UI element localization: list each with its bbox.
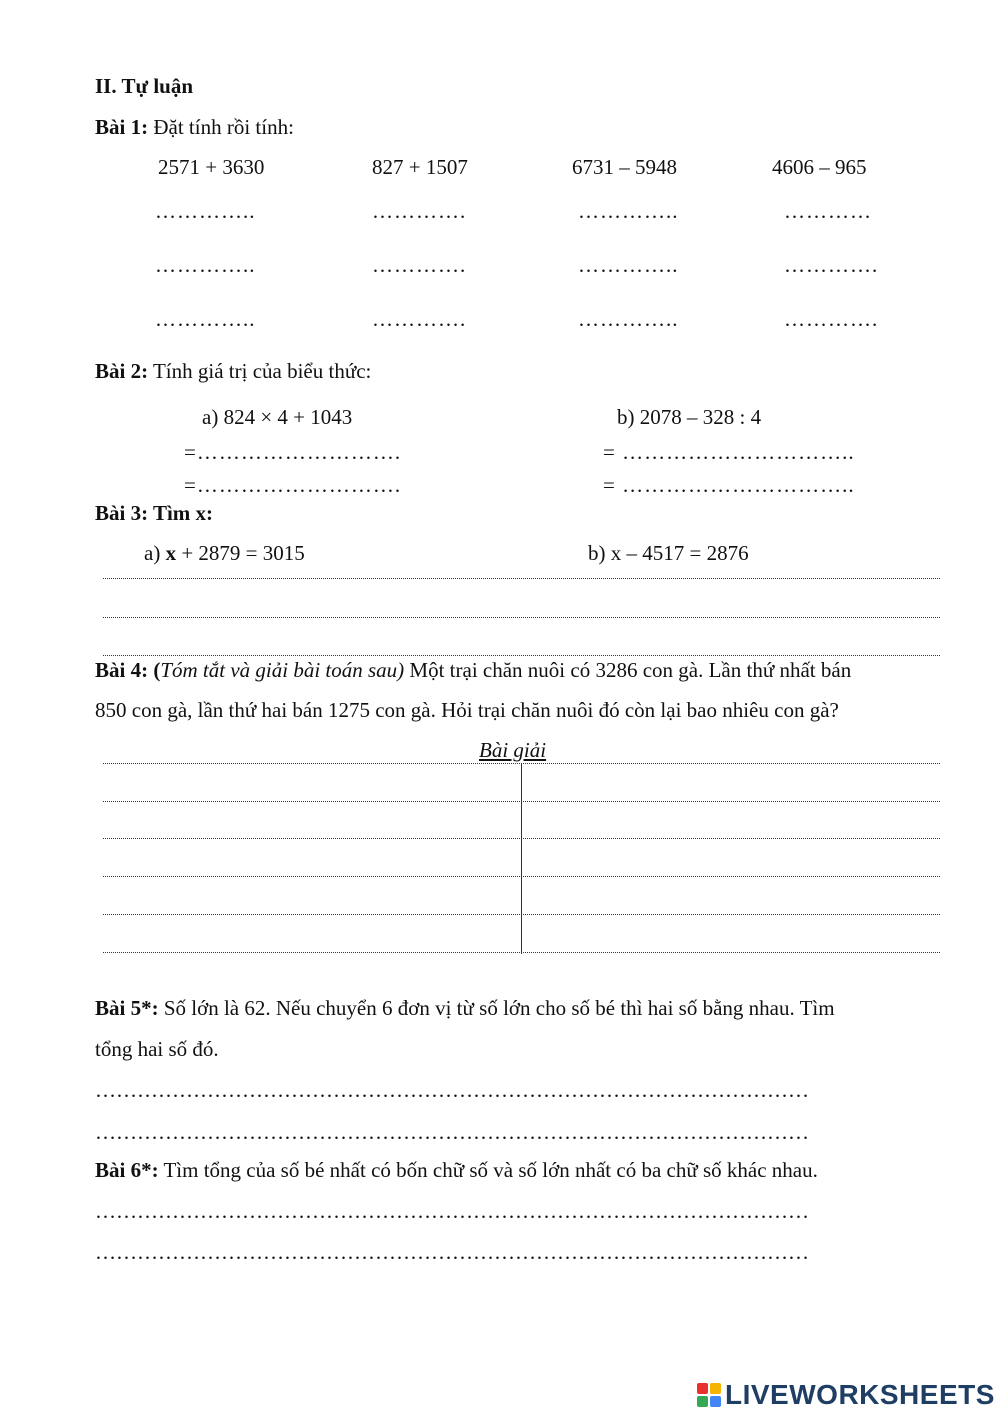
exercise-1-problem: 2571 + 3630	[158, 155, 265, 179]
exercise-1-problem: 4606 – 965	[772, 155, 867, 179]
exercise-1-prompt	[95, 115, 294, 140]
exercise-6-label: Bài 6*:	[95, 1158, 159, 1182]
answer-blank[interactable]: …………………………………………………………………………………………	[95, 1240, 809, 1264]
answer-blank[interactable]: = …………………………..	[603, 473, 855, 497]
exercise-3b-equation: b) x – 4517 = 2876	[588, 541, 749, 565]
logo-square	[710, 1396, 721, 1407]
exercise-1-text: Đặt tính rồi tính:	[148, 115, 294, 139]
exercise-1-label: Bài 1:	[95, 115, 149, 139]
answer-blank[interactable]: …………..	[155, 307, 256, 331]
answer-blank[interactable]: …………..	[578, 307, 679, 331]
exercise-3a-rest: + 2879 = 3015	[176, 541, 305, 565]
logo-square	[710, 1383, 721, 1394]
answer-line[interactable]	[103, 655, 940, 656]
answer-line[interactable]	[103, 617, 940, 618]
exercise-4-text-line2: 850 con gà, lần thứ hai bán 1275 con gà. Hỏi trại chăn nuôi đó còn lại bao nhiêu con gà?	[95, 698, 839, 722]
exercise-3a-variable: x	[165, 541, 177, 565]
liveworksheets-logo	[697, 1378, 995, 1412]
answer-blank[interactable]: ………….	[372, 199, 467, 223]
logo-square	[697, 1383, 708, 1394]
exercise-5-text-line2: tổng hai số đó.	[95, 1037, 219, 1061]
exercise-3a-equation	[144, 541, 305, 566]
liveworksheets-logo-icon	[697, 1383, 721, 1407]
exercise-2b-expression: b) 2078 – 328 : 4	[617, 405, 762, 429]
exercise-5-prompt	[95, 996, 835, 1021]
exercise-2-prompt	[95, 359, 371, 384]
liveworksheets-wordmark: LIVEWORKSHEETS	[725, 1379, 995, 1410]
answer-blank[interactable]: …………..	[578, 199, 679, 223]
summary-divider	[521, 764, 522, 954]
answer-blank[interactable]: …………..	[155, 199, 256, 223]
answer-blank[interactable]: …………………………………………………………………………………………	[95, 1078, 809, 1102]
answer-blank[interactable]: ………….	[372, 307, 467, 331]
answer-blank[interactable]: ………….	[372, 253, 467, 277]
answer-blank[interactable]: …………..	[578, 253, 679, 277]
exercise-4-prompt	[95, 658, 851, 683]
exercise-3a-prefix: a)	[144, 541, 166, 565]
exercise-1-problem: 827 + 1507	[372, 155, 468, 179]
exercise-5-label: Bài 5*:	[95, 996, 159, 1020]
exercise-2-label: Bài 2:	[95, 359, 149, 383]
answer-blank[interactable]: …………………………………………………………………………………………	[95, 1120, 809, 1144]
answer-blank[interactable]: =……………………….	[184, 473, 402, 497]
logo-square	[697, 1396, 708, 1407]
solution-heading: Bài giải	[479, 738, 547, 762]
exercise-2a-expression: a) 824 × 4 + 1043	[202, 405, 353, 429]
answer-blank[interactable]: …………………………………………………………………………………………	[95, 1199, 809, 1223]
answer-blank[interactable]: ………….	[784, 307, 879, 331]
exercise-4-text-line1: Một trại chăn nuôi có 3286 con gà. Lần thứ nhất bán	[404, 658, 852, 682]
exercise-4-instruction: Tóm tắt và giải bài toán sau)	[160, 658, 405, 682]
section-title: II. Tự luận	[95, 74, 194, 98]
exercise-3-label: Bài 3: Tìm x:	[95, 501, 214, 525]
answer-blank[interactable]: = …………………………..	[603, 440, 855, 464]
exercise-5-text-line1: Số lớn là 62. Nếu chuyển 6 đơn vị từ số lớn cho số bé thì hai số bằng nhau. Tìm	[158, 996, 835, 1020]
answer-blank[interactable]: …………..	[155, 253, 256, 277]
exercise-2-text: Tính giá trị của biểu thức:	[148, 359, 372, 383]
answer-line[interactable]	[103, 578, 940, 579]
exercise-6-text: Tìm tổng của số bé nhất có bốn chữ số và số lớn nhất có ba chữ số khác nhau.	[158, 1158, 818, 1182]
answer-blank[interactable]: =……………………….	[184, 440, 402, 464]
answer-blank[interactable]: …………	[784, 199, 872, 223]
answer-blank[interactable]: ………….	[784, 253, 879, 277]
exercise-1-problem: 6731 – 5948	[572, 155, 677, 179]
exercise-4-label: Bài 4: (	[95, 658, 161, 682]
exercise-6-prompt	[95, 1158, 818, 1183]
